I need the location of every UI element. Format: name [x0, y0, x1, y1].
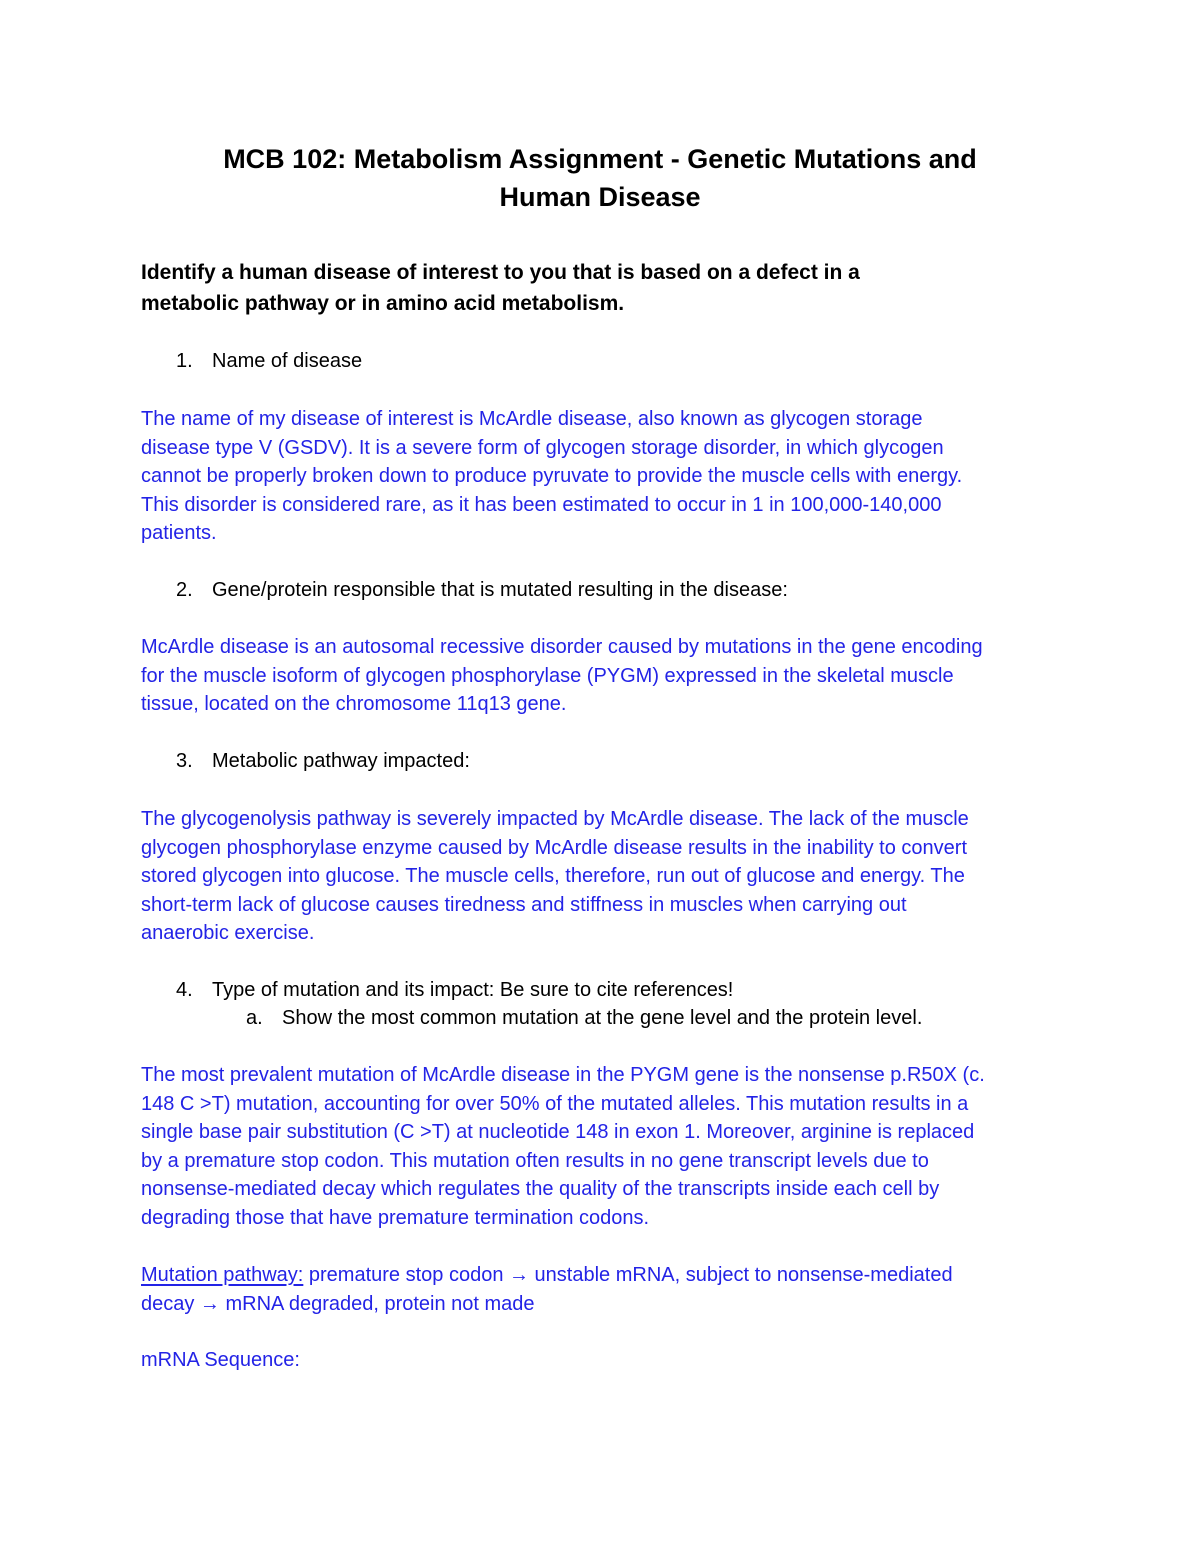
- mutation-pathway: [141, 1261, 1061, 1318]
- pathway-text: premature stop codon → unstable mRNA, subject to nonsense-mediated: [303, 1264, 953, 1286]
- answer-line: The name of my disease of interest is McArdle disease, also known as glycogen storage: [141, 408, 923, 430]
- question-text: Name of disease: [212, 350, 363, 372]
- answer-4: [141, 1061, 1061, 1232]
- pathway-line-1: [141, 1261, 1061, 1290]
- prompt-line-1: Identify a human disease of interest to you that is based on a defect in a: [141, 261, 860, 284]
- question-4: [176, 976, 733, 1004]
- title-line-2: Human Disease: [499, 182, 701, 212]
- answer-line: by a premature stop codon. This mutation often results in no gene transcript levels due to: [141, 1149, 929, 1172]
- document-title: [140, 140, 1060, 216]
- mrna-sequence: [141, 1346, 1061, 1375]
- question-1: [176, 347, 362, 375]
- pathway-label: Mutation pathway:: [141, 1264, 304, 1286]
- answer-line: disease type V (GSDV). It is a severe form of glycogen storage disorder, in which glycogen: [141, 436, 944, 459]
- answer-line: stored glycogen into glucose. The muscle cells, therefore, run out of glucose and energy. The: [141, 865, 965, 887]
- answer-line: for the muscle isoform of glycogen phosphorylase (PYGM) expressed in the skeletal muscle: [141, 664, 954, 687]
- answer-line: tissue, located on the chromosome 11q13 gene.: [141, 693, 567, 715]
- answer-line: McArdle disease is an autosomal recessive disorder caused by mutations in the gene encoding: [141, 636, 983, 658]
- question-2: [176, 576, 788, 604]
- answer-3: [141, 805, 1061, 948]
- question-4a: [246, 1004, 922, 1032]
- question-3: [176, 747, 470, 775]
- pathway-line-2: decay → mRNA degraded, protein not made: [141, 1292, 535, 1315]
- answer-line: glycogen phosphorylase enzyme caused by McArdle disease results in the inability to convert: [141, 836, 967, 859]
- answer-2: [141, 633, 1061, 719]
- question-number: 3.: [176, 750, 193, 772]
- answer-line: degrading those that have premature termination codons.: [141, 1206, 650, 1229]
- answer-line: The most prevalent mutation of McArdle disease in the PYGM gene is the nonsense p.R50X (c.: [141, 1064, 985, 1086]
- subquestion-text: Show the most common mutation at the gene level and the protein level.: [282, 1007, 923, 1029]
- answer-line: single base pair substitution (C >T) at nucleotide 148 in exon 1. Moreover, arginine is replaced: [141, 1121, 975, 1143]
- question-text: Gene/protein responsible that is mutated resulting in the disease:: [212, 579, 788, 601]
- question-text: Metabolic pathway impacted:: [212, 750, 470, 772]
- answer-line: cannot be properly broken down to produce pyruvate to provide the muscle cells with energy.: [141, 465, 963, 487]
- answer-line: patients.: [141, 522, 217, 544]
- question-number: 1.: [176, 350, 193, 372]
- mrna-label: mRNA Sequence:: [141, 1349, 300, 1371]
- question-text: Type of mutation and its impact: Be sure to cite references!: [212, 979, 734, 1001]
- answer-line: nonsense-mediated decay which regulates the quality of the transcripts inside each cell by: [141, 1178, 940, 1200]
- title-line-1: MCB 102: Metabolism Assignment - Genetic Mutations and: [223, 144, 977, 174]
- question-number: 4.: [176, 979, 193, 1001]
- subquestion-letter: a.: [246, 1007, 263, 1029]
- answer-1: [141, 405, 1061, 548]
- prompt-line-2: metabolic pathway or in amino acid metabolism.: [141, 292, 625, 315]
- answer-line: The glycogenolysis pathway is severely impacted by McArdle disease. The lack of the muscle: [141, 808, 969, 830]
- question-number: 2.: [176, 579, 193, 601]
- answer-line: This disorder is considered rare, as it has been estimated to occur in 1 in 100,000-140,000: [141, 493, 942, 516]
- answer-line: short-term lack of glucose causes tiredness and stiffness in muscles when carrying out: [141, 893, 907, 916]
- answer-line: anaerobic exercise.: [141, 922, 315, 944]
- answer-line: 148 C >T) mutation, accounting for over 50% of the mutated alleles. This mutation results in a: [141, 1092, 969, 1115]
- assignment-prompt: [141, 257, 1061, 319]
